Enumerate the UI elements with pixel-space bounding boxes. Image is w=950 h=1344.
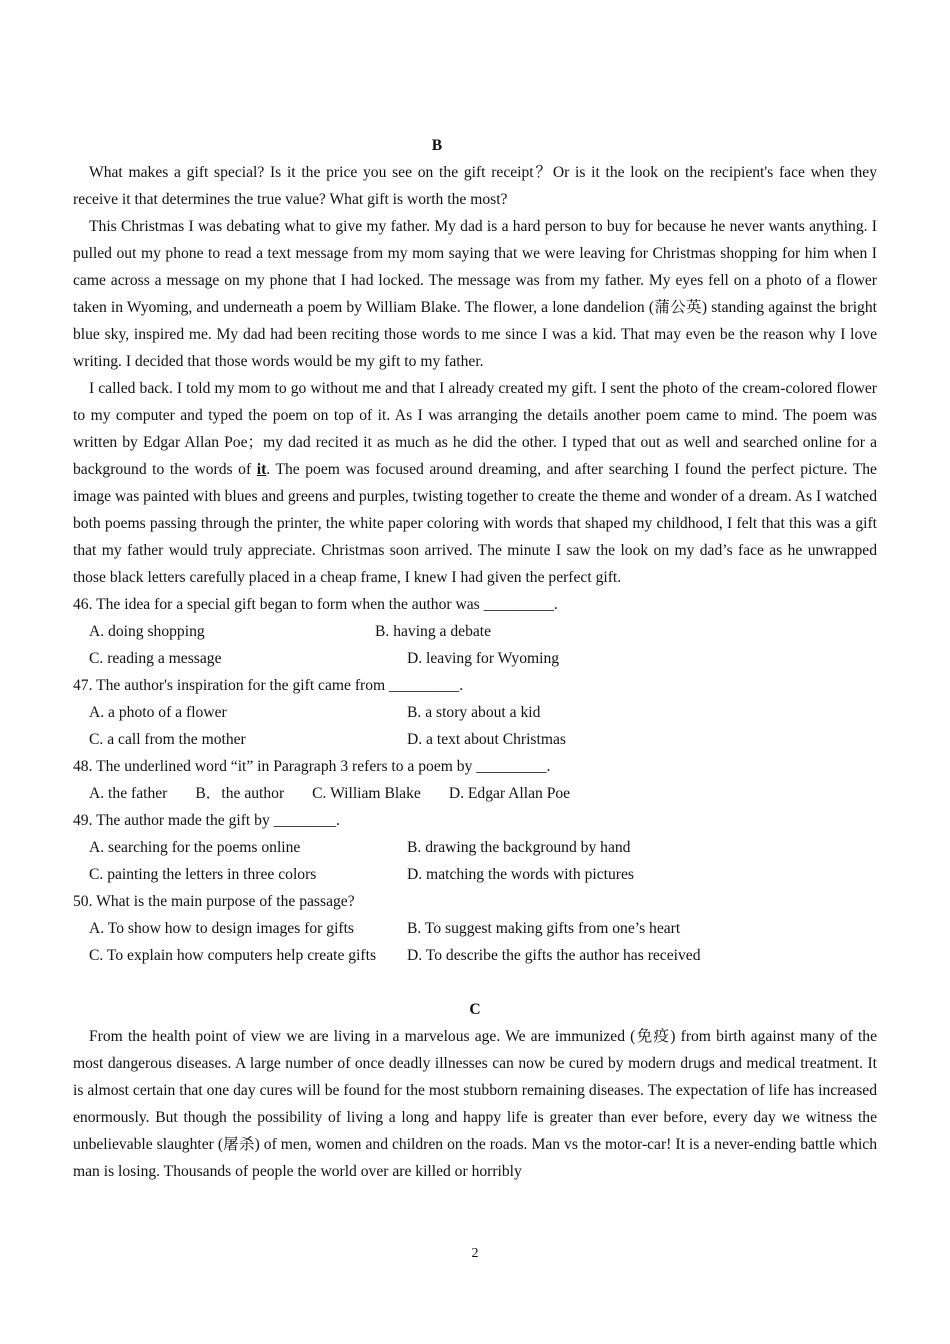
q49-options-row2 bbox=[73, 861, 877, 888]
q46-option-a: A. doing shopping bbox=[89, 623, 205, 640]
paragraph-1: What makes a gift special? Is it the price you see on the gift receipt？Or is it the look on the recipient's face when they receive it that determines the true value? What gift is worth the most? bbox=[73, 164, 877, 208]
paragraph-3-after: . The poem was focused around dreaming, and after searching I found the perfect picture. The image was painted with blues and greens and purples, twisting together to create the theme and wonder of a dream. As I watched both poems passing through the printer, the white paper coloring with words that shaped my childhood, I felt that this was a gift that my father would truly appreciate. Christmas soon arrived. The minute I saw the look on my dad’s face as he unwrapped those black letters carefully placed in a cheap frame, I knew I had given the perfect gift. bbox=[73, 461, 877, 586]
question-50: 50. What is the main purpose of the passage? bbox=[73, 893, 355, 910]
q47-options-row1 bbox=[73, 699, 877, 726]
q49-options-row1 bbox=[73, 834, 877, 861]
q50-option-b: B. To suggest making gifts from one’s heart bbox=[407, 920, 681, 937]
document-page bbox=[73, 132, 877, 1185]
q50-options-row1 bbox=[73, 915, 877, 942]
q47-option-c: C. a call from the mother bbox=[89, 731, 246, 748]
section-c-paragraph: From the health point of view we are living in a marvelous age. We are immunized (免疫) from birth against many of the most dangerous diseases. A large number of once deadly illnesses can now be cured by modern drugs and medical treatment. It is almost certain that one day cures will be found for the most stubborn remaining diseases. The expectation of life has increased enormously. But though the possibility of living a long and happy life is greater than ever before, every day we witness the unbelievable slaughter (屠杀) of men, women and children on the roads. Man vs the motor-car! It is a never-ending battle which man is losing. Thousands of people the world over are killed or horribly bbox=[73, 1028, 877, 1180]
q47-option-a: A. a photo of a flower bbox=[89, 704, 227, 721]
q47-option-b: B. a story about a kid bbox=[407, 704, 541, 721]
q50-option-c: C. To explain how computers help create gifts bbox=[89, 947, 377, 964]
q49-option-c: C. painting the letters in three colors bbox=[89, 866, 317, 883]
q46-options-row1 bbox=[73, 618, 877, 645]
section-c-heading: C bbox=[469, 1001, 481, 1018]
section-b-heading: B bbox=[431, 137, 443, 154]
q50-option-a: A. To show how to design images for gifts bbox=[89, 920, 354, 937]
question-49: 49. The author made the gift by ________. bbox=[73, 812, 340, 829]
section-gap bbox=[73, 969, 877, 996]
q47-options-row2 bbox=[73, 726, 877, 753]
q49-option-a: A. searching for the poems online bbox=[89, 839, 301, 856]
q48-option-c: C. William Blake bbox=[312, 785, 421, 802]
page-number: 2 bbox=[471, 1246, 479, 1261]
question-46: 46. The idea for a special gift began to form when the author was _________. bbox=[73, 596, 558, 613]
q50-options-row2 bbox=[73, 942, 877, 969]
q48-options bbox=[73, 780, 877, 807]
underlined-it: it bbox=[256, 461, 267, 478]
q46-option-c: C. reading a message bbox=[89, 650, 222, 667]
q49-option-d: D. matching the words with pictures bbox=[407, 866, 634, 883]
q47-option-d: D. a text about Christmas bbox=[407, 731, 566, 748]
q49-option-b: B. drawing the background by hand bbox=[407, 839, 631, 856]
q48-option-b: B．the author bbox=[195, 785, 285, 802]
question-48: 48. The underlined word “it” in Paragraph 3 refers to a poem by _________. bbox=[73, 758, 551, 775]
question-47: 47. The author's inspiration for the gift came from _________. bbox=[73, 677, 464, 694]
q46-option-b: B. having a debate bbox=[375, 623, 492, 640]
q46-option-d: D. leaving for Wyoming bbox=[407, 650, 560, 667]
q48-option-d: D. Edgar Allan Poe bbox=[448, 785, 571, 802]
paragraph-3 bbox=[73, 375, 877, 591]
q48-option-a: A. the father bbox=[89, 785, 168, 802]
q50-option-d: D. To describe the gifts the author has received bbox=[407, 947, 701, 964]
paragraph-3-before: I called back. I told my mom to go without me and that I already created my gift. I sent the photo of the cream-colored flower to my computer and typed the poem on top of it. As I was arranging the details another poem came to mind. The poem was written by Edgar Allan Poe；my dad recited it as much as he did the other. I typed that out as well and searched online for a background to the words of bbox=[73, 380, 877, 478]
paragraph-2: This Christmas I was debating what to give my father. My dad is a hard person to buy for because he never wants anything. I pulled out my phone to read a text message from my mom saying that we were leaving for Christmas shopping for him when I came across a message on my phone that I had locked. The message was from my father. My eyes fell on a photo of a flower taken in Wyoming, and underneath a poem by William Blake. The flower, a lone dandelion (蒲公英) standing against the bright blue sky, inspired me. My dad had been reciting those words to me since I was a kid. That may even be the reason why I love writing. I decided that those words would be my gift to my father. bbox=[73, 218, 877, 370]
q46-options-row2 bbox=[73, 645, 877, 672]
